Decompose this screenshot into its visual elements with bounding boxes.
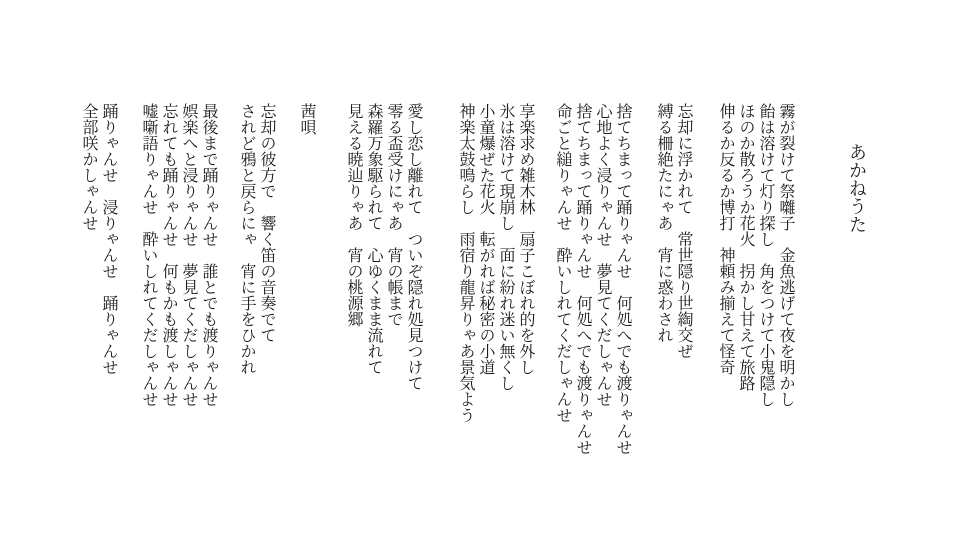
lyric-line: ほのか散ろうか花火 拐かし甘えて旅路 — [737, 103, 754, 391]
stanza — [296, 103, 316, 455]
lyric-line: 娯楽へと浸りゃんせ 夢見てくだしゃんせ — [180, 103, 197, 407]
lyric-line: 零る盃受けにゃあ 宵の帳まで — [385, 103, 402, 327]
lyric-line: 忘却の彼方で 響く笛の音奏でて — [258, 103, 275, 343]
lyric-line: 全部咲かしゃんせ — [80, 103, 97, 231]
lyric-line: 茜唄 — [298, 103, 315, 135]
page-title: あかねうた — [847, 143, 867, 233]
lyric-line: 嘘噺語りゃんせ 酔いしれてくだしゃんせ — [140, 103, 157, 407]
stanza — [455, 103, 535, 455]
stanza — [715, 103, 795, 455]
stanza — [653, 103, 693, 455]
lyric-line: 森羅万象駆られて 心ゆくまま流れて — [365, 103, 382, 375]
lyric-line: 捨てちまって踊りゃんせ 何処へでも渡りゃんせ — [574, 103, 591, 455]
lyric-line: されど鴉と戻らにゃ 宵に手をひかれ — [238, 103, 255, 375]
stanza — [236, 103, 276, 455]
lyric-line: 忘れても踊りゃんせ 何もかも渡しゃんせ — [160, 103, 177, 407]
stanza — [343, 103, 423, 455]
lyric-line: 小童爆ぜた花火 転がれば秘密の小道 — [477, 103, 494, 375]
lyric-line: 霧が裂けて祭囃子 金魚逃げて夜を明かし — [777, 103, 794, 407]
lyric-line: 捨てちまって踊りゃんせ 何処へでも渡りゃんせ — [614, 103, 631, 455]
lyric-line: 縛る柵絶たにゃあ 宵に惑わされ — [655, 103, 672, 343]
lyric-line: 愛し恋し離れて ついぞ隠れ処見つけて — [405, 103, 422, 391]
stanza — [552, 103, 632, 455]
lyric-line: 踊りゃんせ 浸りゃんせ 踊りゃんせ — [100, 103, 117, 375]
stanza — [78, 103, 118, 455]
stanza — [138, 103, 218, 455]
lyric-line: 命ごと縋りゃんせ 酔いしれてくだしゃんせ — [554, 103, 571, 423]
lyric-line: 忘却に浮かれて 常世隠り世綯交ぜ — [675, 103, 692, 359]
lyric-line: 神楽太鼓鳴らし 雨宿り龍昇りゃあ景気よう — [457, 103, 474, 423]
lyrics — [78, 103, 867, 455]
lyric-line: 享楽求め雑木林 扇子こぼれ的を外し — [517, 103, 534, 375]
lyric-line: 伸るか反るか博打 神頼み揃えて怪奇 — [717, 103, 734, 375]
lyric-line: 心地よく浸りゃんせ 夢見てくだしゃんせ — [594, 103, 611, 407]
lyric-line: 最後まで踊りゃんせ 誰とでも渡りゃんせ — [200, 103, 217, 407]
lyric-line: 飴は溶けて灯り探し 角をつけて小鬼隠し — [757, 103, 774, 407]
lyric-line: 氷は溶けて現崩し 面に紛れ迷い無くし — [497, 103, 514, 391]
lyric-line: 見える暁辿りゃあ 宵の桃源郷 — [345, 103, 362, 327]
